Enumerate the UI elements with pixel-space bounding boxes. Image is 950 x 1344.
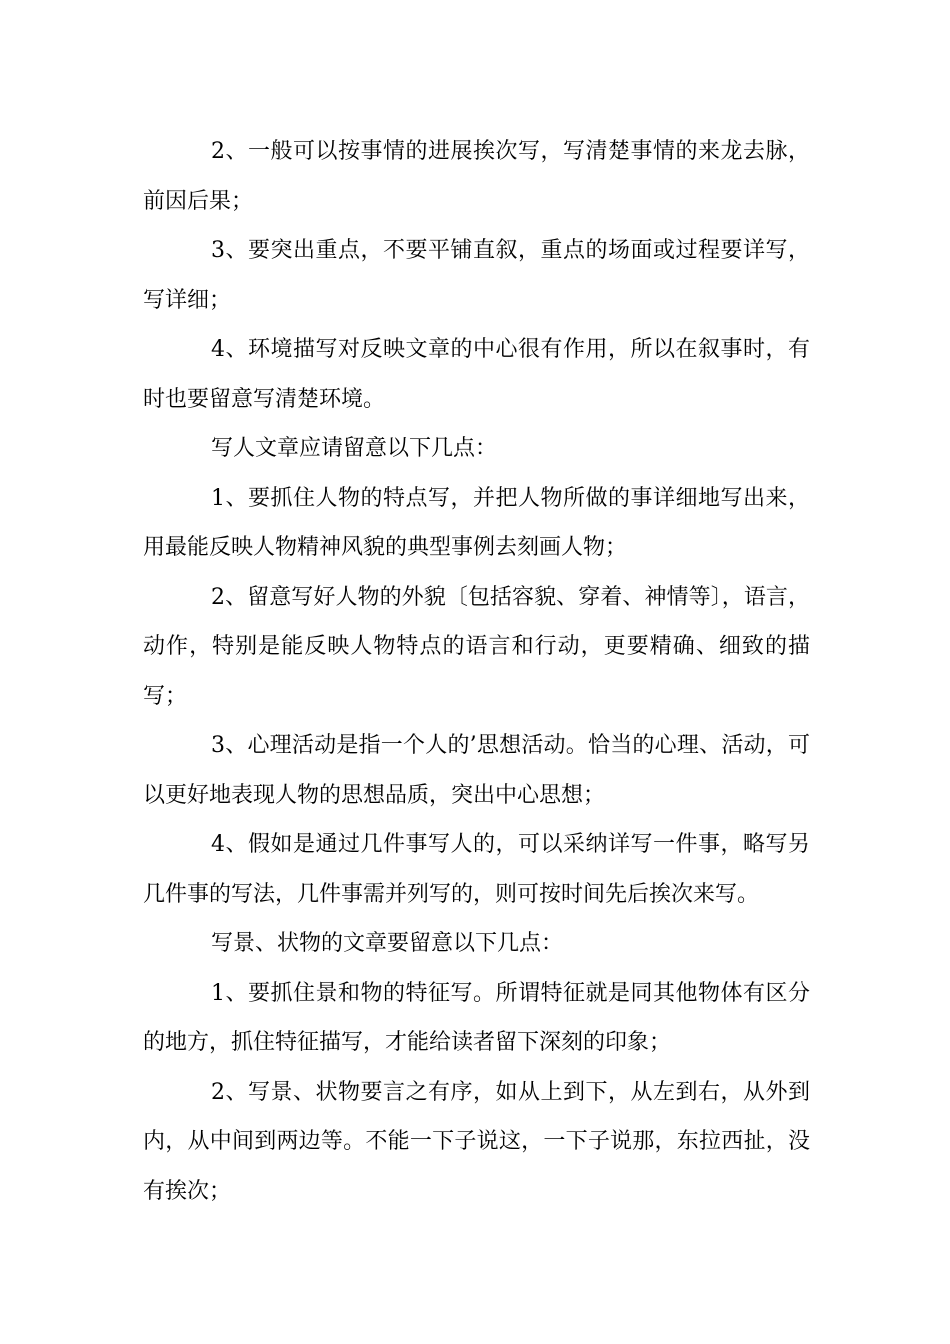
- paragraph-11: 2、写景、状物要言之有序，如从上到下，从左到右，从外到内，从中间到两边等。不能一下子说这，一下子说那，东拉西扯，没有挨次；: [143, 1079, 810, 1204]
- paragraph-6: 2、留意写好人物的外貌〔包括容貌、穿着、神情等〕，语言，动作，特别是能反映人物特点的语言和行动，更要精确、细致的描写；: [143, 584, 810, 709]
- paragraph-8: 4、假如是通过几件事写人的，可以采纳详写一件事，略写另几件事的写法，几件事需并列写的，则可按时间先后挨次来写。: [143, 832, 810, 907]
- paragraph-7: 3、心理活动是指一个人的’思想活动。恰当的心理、活动，可以更好地表现人物的思想品质，突出中心思想；: [143, 733, 810, 808]
- section-heading-character-writing: 写人文章应请留意以下几点：: [211, 436, 498, 461]
- paragraph-3: 4、环境描写对反映文章的中心很有作用，所以在叙事时，有时也要留意写清楚环境。: [143, 337, 810, 412]
- section-heading-scenery-writing: 写景、状物的文章要留意以下几点：: [211, 931, 564, 956]
- paragraph-10: 1、要抓住景和物的特征写。所谓特征就是同其他物体有区分的地方，抓住特征描写，才能给读者留下深刻的印象；: [143, 980, 810, 1055]
- paragraph-1: 2、一般可以按事情的进展挨次写，写清楚事情的来龙去脉，前因后果；: [143, 139, 810, 214]
- paragraph-5: 1、要抓住人物的特点写，并把人物所做的事详细地写出来，用最能反映人物精神风貌的典型事例去刻画人物；: [143, 485, 810, 560]
- paragraph-2: 3、要突出重点，不要平铺直叙，重点的场面或过程要详写，写详细；: [143, 238, 810, 313]
